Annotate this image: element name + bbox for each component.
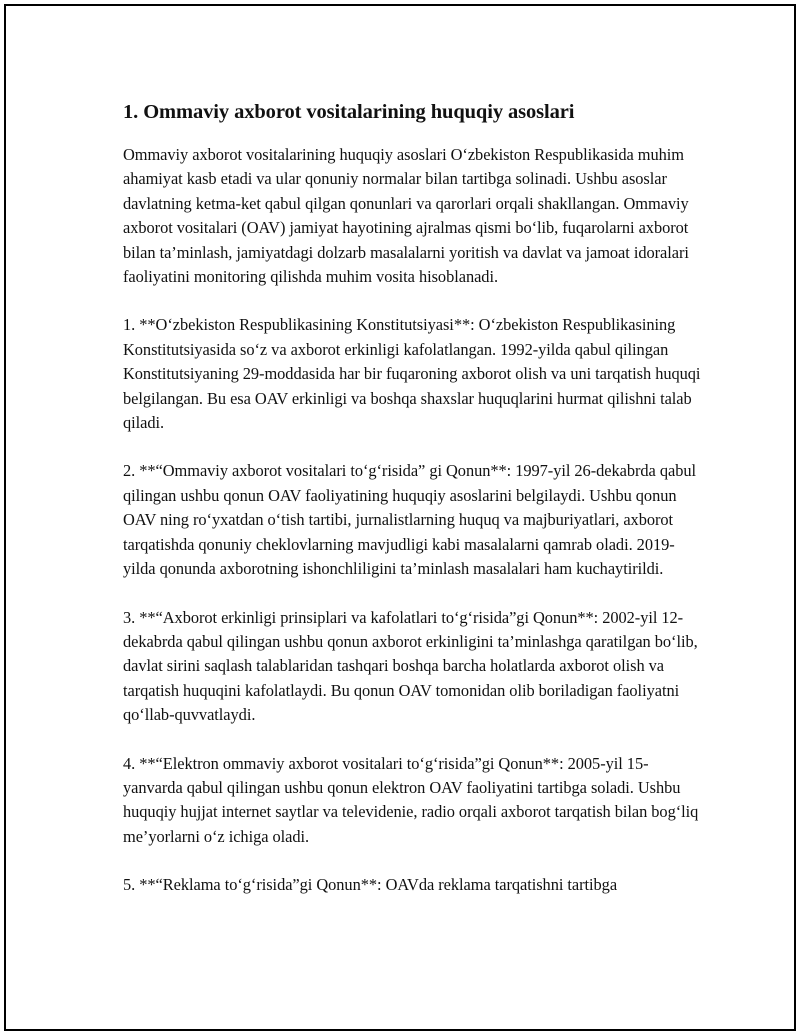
document-page	[4, 4, 796, 1031]
section-heading: 1. Ommaviy axborot vositalarining huquqiy asoslari	[123, 101, 575, 123]
document-body	[123, 98, 703, 922]
list-item-constitution: 1. **O‘zbekiston Respublikasining Konstitutsiyasi**: O‘zbekiston Respublikasining Konstitutsiyasida so‘z va axborot erkinligi kafolatlangan. 1992-yilda qabul qilingan Konstitutsiyaning 29-moddasida har bir fuqaroning axborot olish va uni tarqatish huquqi belgilangan. Bu esa OAV erkinligi va boshqa shaxslar huquqlarini hurmat qilishni talab qiladi.	[123, 315, 701, 433]
intro-paragraph: Ommaviy axborot vositalarining huquqiy asoslari O‘zbekiston Respublikasida muhim ahamiyat kasb etadi va ular qonuniy normalar bilan tartibga solinadi. Ushbu asoslar davlatning ketma-ket qabul qilgan qonunlari va qarorlari orqali shakllangan. Ommaviy axborot vositalari (OAV) jamiyat hayotining ajralmas qismi bo‘lib, fuqarolarni axborot bilan ta’minlash, jamiyatdagi dolzarb masalalarni yoritish va davlat va jamoat idoralari faoliyatini monitoring qilishda muhim vosita hisoblanadi.	[123, 145, 689, 287]
list-item-advertising-law: 5. **“Reklama to‘g‘risida”gi Qonun**: OAVda reklama tarqatishni tartibga	[123, 875, 618, 895]
list-item-electronic-media-law: 4. **“Elektron ommaviy axborot vositalari to‘g‘risida”gi Qonun**: 2005-yil 15-yanvarda qabul qilingan ushbu qonun elektron OAV faoliyatini tartibga soladi. Ushbu huquqiy hujjat internet saytlar va televidenie, radio orqali axborot tarqatish bilan bog‘liq me’yorlarni o‘z ichiga oladi.	[123, 753, 699, 846]
list-item-information-freedom-law: 3. **“Axborot erkinligi prinsiplari va kafolatlari to‘g‘risida”gi Qonun**: 2002-yil 12-dekabrda qabul qilingan ushbu qonun axborot erkinligini ta’minlashga qaratilgan bo‘lib, davlat sirini saqlash talablaridan tashqari boshqa barcha holatlarda axborot olish va tarqatish huquqini kafolatlaydi. Bu qonun OAV tomonidan olib boriladigan faoliyatni qo‘llab-quvvatlaydi.	[123, 607, 698, 725]
list-item-media-law: 2. **“Ommaviy axborot vositalari to‘g‘risida” gi Qonun**: 1997-yil 26-dekabrda qabul qilingan ushbu qonun OAV faoliyatining huquqiy asoslarini belgilaydi. Ushbu qonun OAV ning ro‘yxatdan o‘tish tartibi, jurnalistlarning huquq va majburiyatlari, axborot tarqatishda qonuniy cheklovlarning mavjudligi kabi masalalarni qamrab oladi. 2019-yilda qonunda axborotning ishonchliligini ta’minlash masalalari ham kuchaytirildi.	[123, 461, 696, 579]
